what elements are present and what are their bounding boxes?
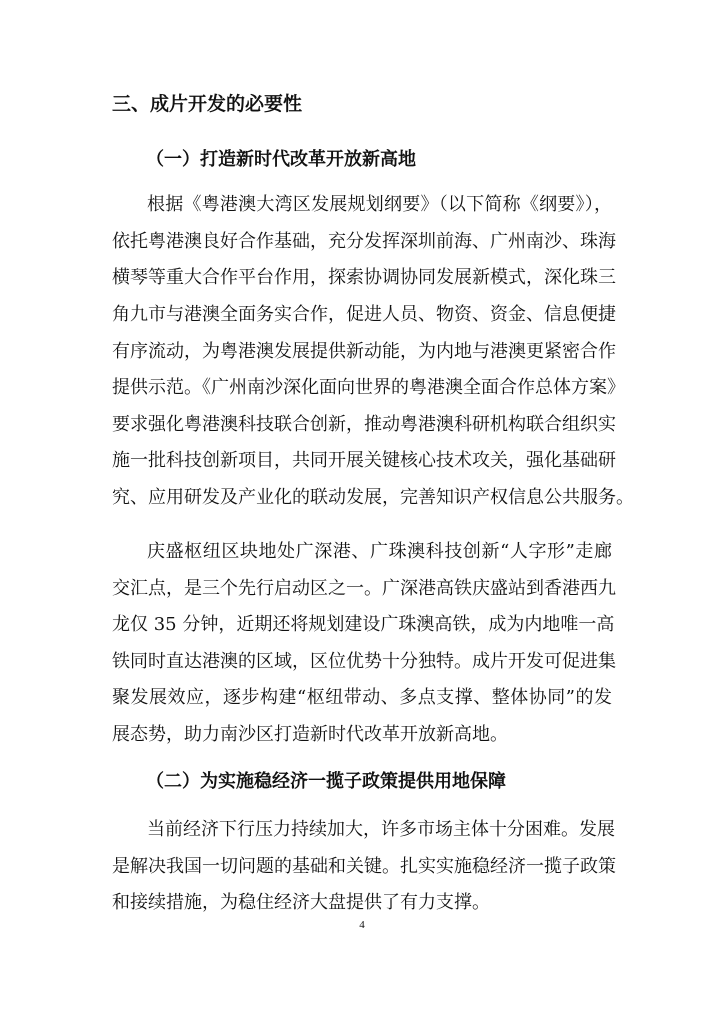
- paragraph-line: 聚发展效应，逐步构建“枢纽带动、多点支撑、整体协同”的发: [112, 687, 612, 708]
- paragraph-line: 提供示范。《广州南沙深化面向世界的粤港澳全面合作总体方案》: [112, 377, 625, 398]
- paragraph-line: 和接续措施，为稳住经济大盘提供了有力支撑。: [112, 892, 490, 913]
- paragraph-line: 有序流动，为粤港澳发展提供新动能，为内地与港澳更紧密合作: [112, 341, 616, 362]
- paragraph-line: 是解决我国一切问题的基础和关键。扎实实施稳经济一揽子政策: [112, 856, 616, 877]
- subsection-heading: （二）为实施稳经济一揽子政策提供用地保障: [146, 771, 506, 792]
- paragraph-line: 横琴等重大合作平台作用，探索协调协同发展新模式，深化珠三: [112, 267, 616, 288]
- page-number: 4: [359, 919, 365, 931]
- subsection-heading: （一）打造新时代改革开放新高地: [146, 149, 416, 170]
- paragraph-line: 展态势，助力南沙区打造新时代改革开放新高地。: [112, 724, 508, 745]
- paragraph-line: 角九市与港澳全面务实合作，促进人员、物资、资金、信息便捷: [112, 304, 616, 325]
- paragraph-line: 当前经济下行压力持续加大，许多市场主体十分困难。发展: [147, 819, 615, 840]
- section-heading: 三、成片开发的必要性: [112, 93, 303, 115]
- paragraph-line: 施一批科技创新项目，共同开展关键核心技术攻关，强化基础研: [112, 450, 616, 471]
- paragraph-line: 根据《粤港澳大湾区发展规划纲要》（以下简称《纲要》），: [147, 194, 612, 215]
- paragraph-line: 究、应用研发及产业化的联动发展，完善知识产权信息公共服务。: [112, 487, 634, 508]
- paragraph-line: 铁同时直达港澳的区域，区位优势十分独特。成片开发可促进集: [112, 651, 616, 672]
- paragraph-line: 要求强化粤港澳科技联合创新，推动粤港澳科研机构联合组织实: [112, 414, 616, 435]
- paragraph-line: 依托粤港澳良好合作基础，充分发挥深圳前海、广州南沙、珠海: [112, 231, 616, 252]
- paragraph-line: 龙仅 35 分钟，近期还将规划建设广珠澳高铁，成为内地唯一高: [112, 614, 615, 635]
- paragraph-line: 交汇点，是三个先行启动区之一。广深港高铁庆盛站到香港西九: [112, 578, 616, 599]
- paragraph-line: 庆盛枢纽区块地处广深港、广珠澳科技创新“人字形”走廊: [147, 541, 612, 562]
